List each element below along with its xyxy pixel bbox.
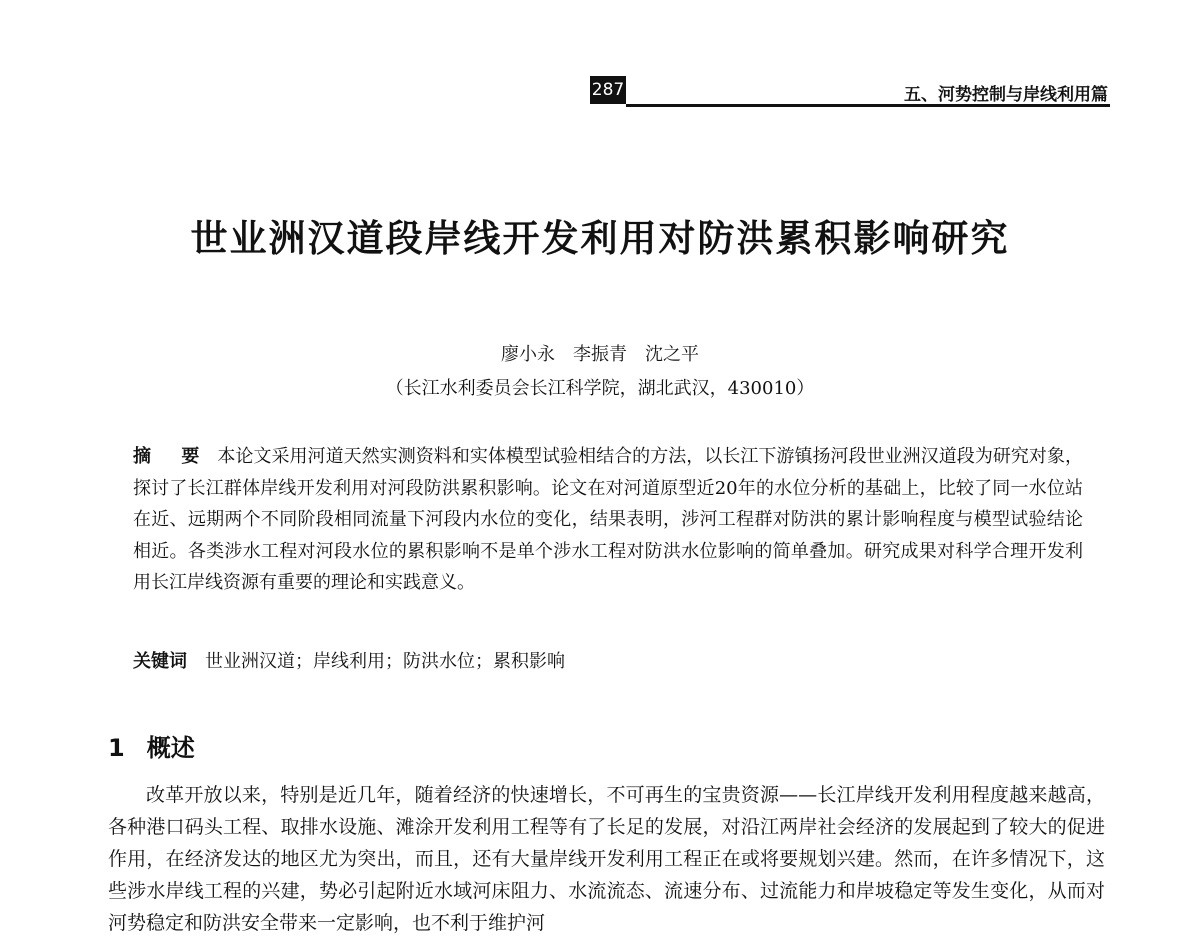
- running-header: [590, 74, 1110, 108]
- abstract-label: 摘 要: [133, 446, 212, 467]
- page-number: 287: [590, 76, 626, 104]
- section-title: 概述: [146, 734, 195, 762]
- section-paragraph: 改革开放以来，特别是近几年，随着经济的快速增长，不可再生的宝贵资源——长江岸线开发利用程度越来越高，各种港口码头工程、取排水设施、滩涂开发利用工程等有了长足的发展，对沿江两岸社会经济的发展起到了较大的促进作用，在经济发达的地区尤为突出，而且，还有大量岸线开发利用工程正在或将要规划兴建。然而，在许多情况下，这些涉水岸线工程的兴建，势必引起附近水域河床阻力、水流流态、流速分布、过流能力和岸坡稳定等发生变化，从而对河势稳定和防洪安全带来一定影响，也不利于维护河: [108, 784, 1105, 934]
- section-number: 1: [108, 734, 125, 762]
- section-heading: [108, 728, 195, 763]
- running-section-title: 五、河势控制与岸线利用篇: [904, 85, 1108, 105]
- affiliation: （长江水利委员会长江科学院，湖北武汉，430010）: [385, 378, 815, 399]
- paper-title: 世业洲汉道段岸线开发利用对防洪累积影响研究: [190, 216, 1010, 260]
- abstract-text: 本论文采用河道天然实测资料和实体模型试验相结合的方法，以长江下游镇扬河段世业洲汉道段为研究对象，探讨了长江群体岸线开发利用对河段防洪累积影响。论文在对河道原型近20年的水位分析的基础上，比较了同一水位站在近、远期两个不同阶段相同流量下河段内水位的变化，结果表明，涉河工程群对防洪的累计影响程度与模型试验结论相近。各类涉水工程对河段水位的累积影响不是单个涉水工程对防洪水位影响的简单叠加。研究成果对科学合理开发利用长江岸线资源有重要的理论和实践意义。: [133, 446, 1083, 593]
- authors: 廖小永 李振青 沈之平: [501, 344, 699, 365]
- keywords-text: 世业洲汉道；岸线利用；防洪水位；累积影响: [205, 651, 565, 672]
- keywords-label: 关键词: [133, 651, 187, 672]
- abstract: [133, 441, 1083, 599]
- keywords: [133, 647, 1083, 673]
